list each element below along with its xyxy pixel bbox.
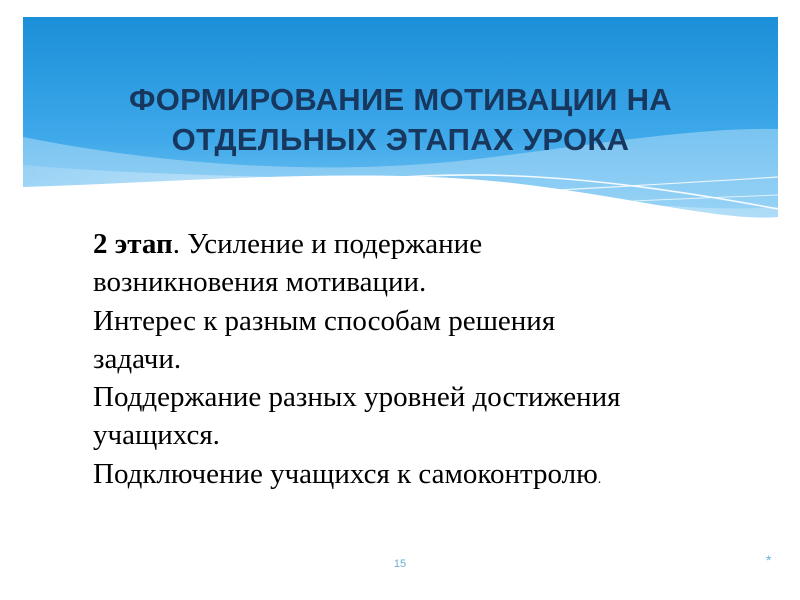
body-line-text: . Усиление и подержание bbox=[172, 228, 483, 260]
stage-label: 2 этап bbox=[93, 228, 173, 260]
title-line: ФОРМИРОВАНИЕ МОТИВАЦИИ НА bbox=[129, 82, 672, 117]
body-text bbox=[93, 225, 773, 499]
body-line: Интерес к разным способам решения bbox=[93, 304, 556, 337]
body-line bbox=[93, 455, 773, 499]
body-line: учащихся. bbox=[93, 419, 220, 452]
body-line: задачи. bbox=[93, 342, 182, 375]
slide-number: 15 bbox=[393, 558, 407, 570]
body-line: возникновения мотивации. bbox=[93, 266, 427, 299]
corner-mark: * bbox=[766, 552, 772, 568]
body-line bbox=[93, 225, 773, 263]
trailing-dot: . bbox=[597, 471, 602, 487]
title-line: ОТДЕЛЬНЫХ ЭТАПАХ УРОКА bbox=[171, 122, 630, 157]
body-line: Поддержание разных уровней достижения bbox=[93, 381, 621, 414]
body-line-text: Подключение учащихся к самоконтролю bbox=[93, 457, 598, 490]
slide-title bbox=[23, 80, 778, 160]
